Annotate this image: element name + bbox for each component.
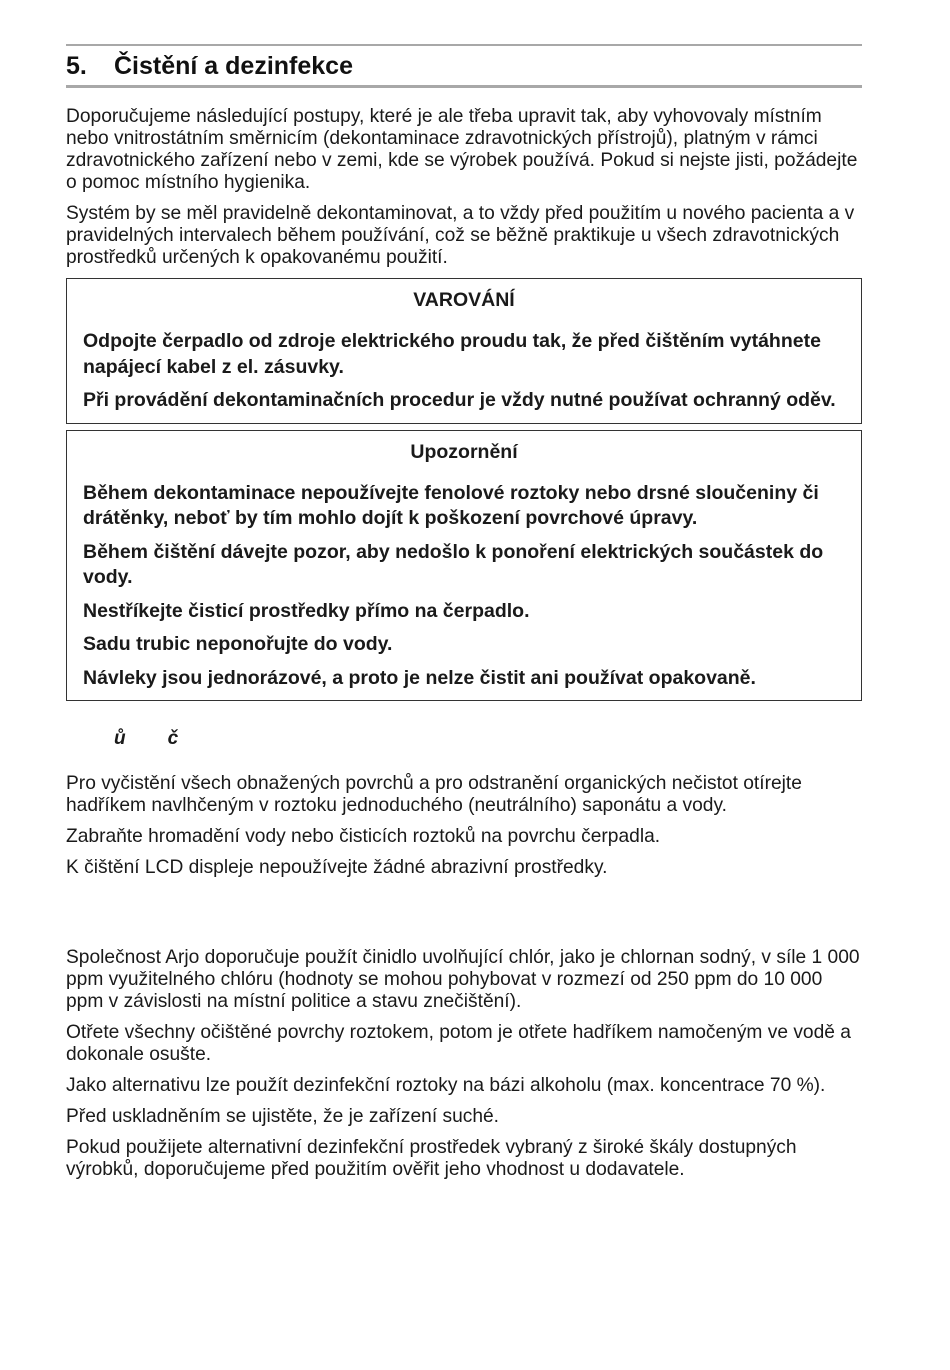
section-heading xyxy=(66,46,862,85)
warning-title: VAROVÁNÍ xyxy=(413,289,515,311)
caution-item: Během čištění dávejte pozor, aby nedošlo k ponoření elektrických součástek do vody. xyxy=(83,540,824,588)
cleaning-paragraph: K čištění LCD displeje nepoužívejte žádné abrazivní prostředky. xyxy=(66,857,608,878)
cleaning-paragraph: Pro vyčistění všech obnažených povrchů a pro odstranění organických nečistot otírejte hadříkem navlhčeným v roztoku jednoduchého (neutrálního) saponátu a vody. xyxy=(66,773,802,816)
section-number: 5. xyxy=(66,52,87,80)
caution-title: Upozornění xyxy=(410,440,518,463)
section-title: Čistění a dezinfekce xyxy=(114,52,353,80)
subheading-char: ů xyxy=(114,728,126,749)
intro-paragraph: Systém by se měl pravidelně dekontaminovat, a to vždy před použitím u nového pacienta a v pravidelných intervalech během používání, což se běžně praktikuje u všech zdravotnických prostředků určených k opakovanému použití. xyxy=(66,203,855,268)
cleaning-subheading xyxy=(114,727,862,751)
caution-item: Sadu trubic neponořujte do vody. xyxy=(83,633,393,655)
caution-item: Během dekontaminace nepoužívejte fenolové roztoky nebo drsné sloučeniny či drátěnky, neboť by tím mohlo dojít k poškození povrchové úpravy. xyxy=(83,481,819,529)
disinfection-paragraph: Před uskladněním se ujistěte, že je zařízení suché. xyxy=(66,1106,500,1127)
heading-bottom-rule xyxy=(66,85,862,88)
warning-box xyxy=(66,278,862,424)
caution-item: Nestříkejte čisticí prostředky přímo na čerpadlo. xyxy=(83,599,530,622)
disinfection-paragraph: Jako alternativu lze použít dezinfekční roztoky na bázi alkoholu (max. koncentrace 70 %). xyxy=(66,1075,826,1096)
warning-item: Při provádění dekontaminačních procedur je vždy nutné používat ochranný oděv. xyxy=(83,389,836,411)
subheading-char: č xyxy=(167,728,179,749)
disinfection-subheading xyxy=(114,903,862,927)
cleaning-paragraph: Zabraňte hromadění vody nebo čisticích roztoků na povrchu čerpadla. xyxy=(66,826,661,847)
intro-paragraph: Doporučujeme následující postupy, které je ale třeba upravit tak, aby vyhovovaly místním nebo vnitrostátním směrnicím (dekontaminace zdravotnických přístrojů), platným v rámci zdravotnického zařízení nebo v zemi, kde se výrobek používá. Pokud si nejste jisti, požádejte o pomoc místního hygienika. xyxy=(66,106,858,193)
disinfection-paragraph: Pokud použijete alternativní dezinfekční prostředek vybraný z široké škály dostupných výrobků, doporučujeme před použitím ověřit jeho vhodnost u dodavatele. xyxy=(66,1137,797,1180)
document-page xyxy=(66,44,862,1190)
disinfection-paragraph: Společnost Arjo doporučuje použít činidlo uvolňující chlór, jako je chlornan sodný, v síle 1 000 ppm využitelného chlóru (hodnoty se mohou pohybovat v rozmezí od 250 ppm do 10 000 ppm v závislosti na místní politice a stavu znečištění). xyxy=(66,947,860,1012)
disinfection-paragraph: Otřete všechny očištěné povrchy roztokem, potom je otřete hadříkem namočeným ve vodě a dokonale osušte. xyxy=(66,1022,851,1065)
caution-box xyxy=(66,430,862,702)
warning-item: Odpojte čerpadlo od zdroje elektrického proudu tak, že před čištěním vytáhnete napájecí kabel z el. zásuvky. xyxy=(83,330,821,378)
caution-item: Návleky jsou jednorázové, a proto je nelze čistit ani používat opakovaně. xyxy=(83,666,756,689)
